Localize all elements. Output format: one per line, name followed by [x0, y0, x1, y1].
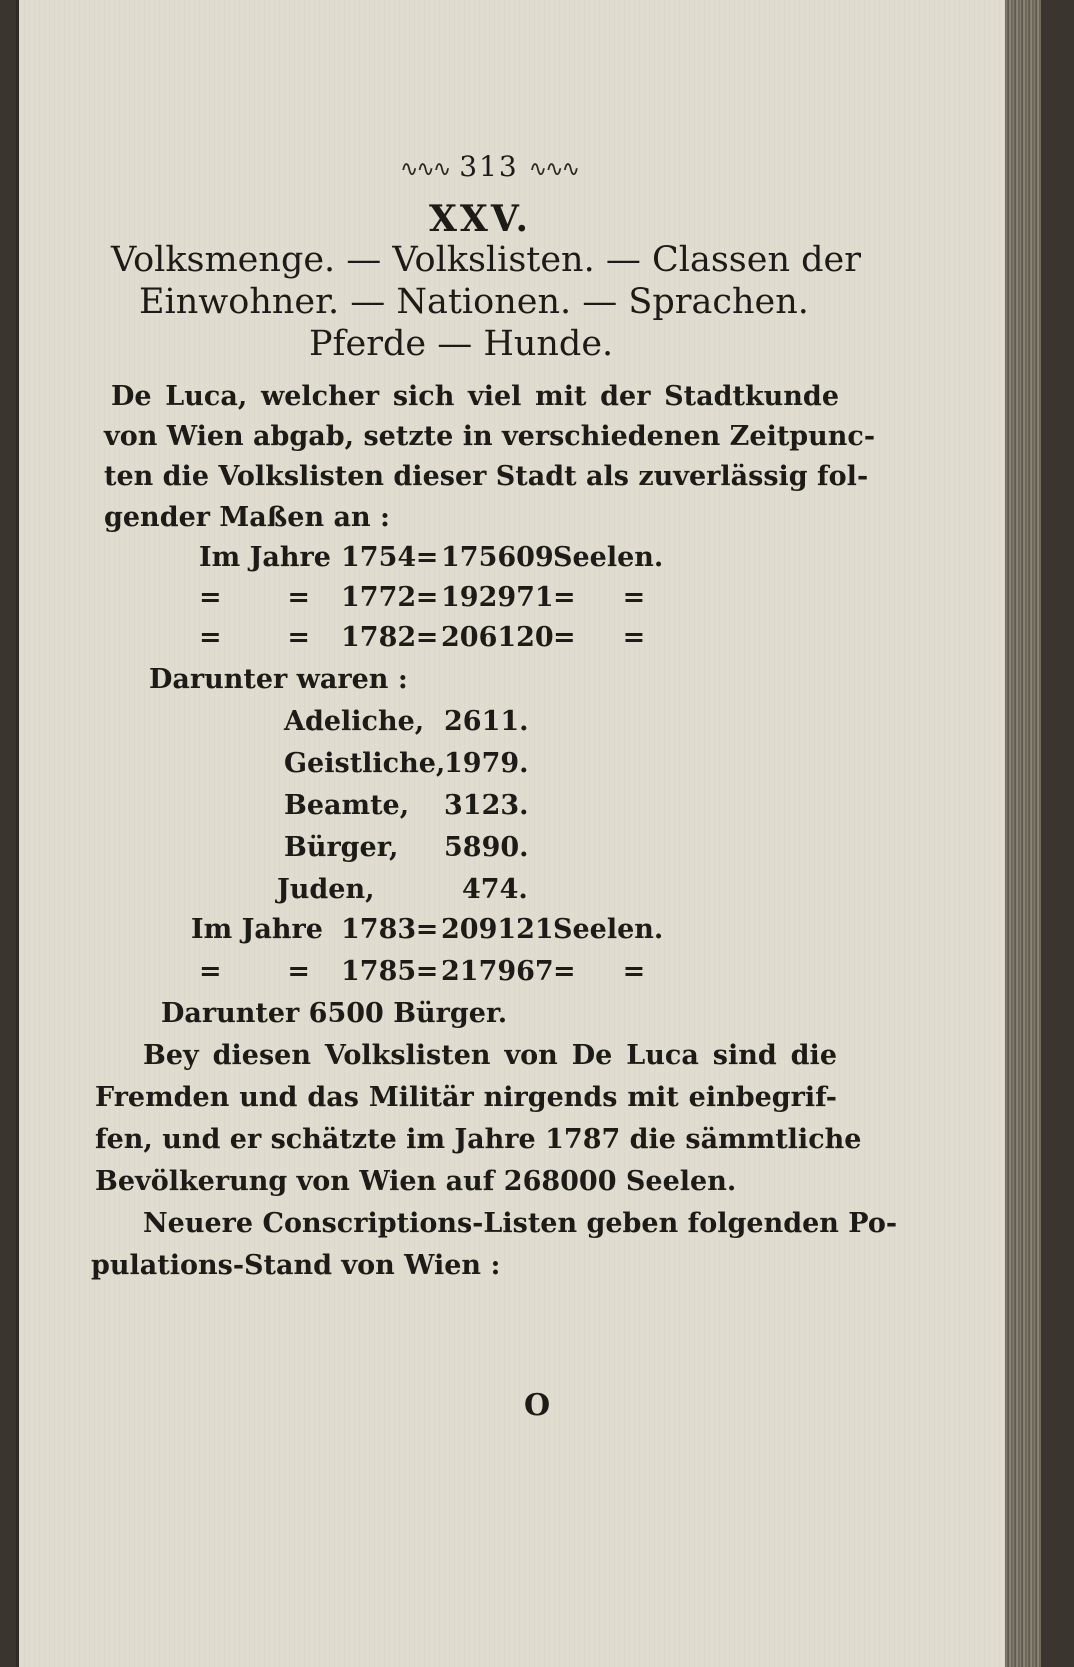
row-label-text: = =	[199, 622, 311, 653]
row-count: 209121	[441, 914, 554, 945]
heading-line-3: Pferde — Hunde.	[309, 324, 614, 364]
class-name: Geistliche,	[284, 748, 446, 779]
book-page	[16, 0, 1041, 1667]
population-row	[199, 622, 663, 653]
row-label	[199, 956, 341, 987]
page-stack-edge	[1005, 0, 1041, 1667]
signature-mark: O	[524, 1388, 551, 1423]
class-row	[284, 790, 529, 821]
row-unit: Seelen.	[553, 914, 664, 945]
class-row	[284, 706, 529, 737]
population-row	[191, 914, 663, 945]
row-unit: = =	[553, 582, 646, 613]
row-ditto: =	[415, 914, 439, 945]
row-label-text: = =	[199, 956, 311, 987]
intro-line-3: ten die Volkslisten dieser Stadt als zuverlässig fol-	[104, 461, 869, 492]
row-year: 1754	[341, 542, 417, 573]
row-count: 192971	[441, 582, 554, 613]
population-row	[199, 956, 663, 987]
row-label	[199, 582, 341, 613]
para3-line-1: Neuere Conscriptions-Listen geben folgenden Po-	[143, 1208, 898, 1239]
class-count: 3123.	[444, 790, 529, 821]
heading-line-1: Volksmenge. — Volkslisten. — Classen der	[111, 240, 861, 280]
row-count: 206120	[441, 622, 554, 653]
row-unit: Seelen.	[553, 542, 664, 573]
row-label: Im Jahre	[191, 914, 323, 945]
para2-line-4: Bevölkerung von Wien auf 268000 Seelen.	[95, 1166, 737, 1197]
intro-line-4: gender Maßen an :	[104, 502, 390, 533]
population-row	[199, 542, 663, 573]
row-unit: = =	[553, 956, 646, 987]
row-ditto: =	[415, 542, 439, 573]
page-number: 313	[459, 150, 519, 183]
among-label: Darunter waren :	[149, 664, 408, 695]
class-count: 2611.	[444, 706, 529, 737]
row-label: Im Jahre	[199, 542, 331, 573]
row-ditto: =	[415, 582, 439, 613]
row-count: 217967	[441, 956, 554, 987]
para3-line-2: pulations-Stand von Wien :	[91, 1250, 501, 1281]
left-ornament-icon: ∿∿∿	[399, 157, 450, 182]
row-label-text: = =	[199, 582, 311, 613]
row-count: 175609	[441, 542, 554, 573]
row-year: 1783	[341, 914, 417, 945]
class-name: Adeliche,	[284, 706, 425, 737]
page-number-line	[324, 150, 654, 183]
row-unit: = =	[553, 622, 646, 653]
class-count: 1979.	[444, 748, 529, 779]
row-year: 1785	[341, 956, 417, 987]
row-year: 1772	[341, 582, 417, 613]
para2-line-3: fen, und er schätzte im Jahre 1787 die sämmtliche	[95, 1124, 862, 1155]
intro-line-1: De Luca, welcher sich viel mit der Stadtkunde	[111, 381, 839, 412]
row-ditto: =	[415, 622, 439, 653]
row-ditto: =	[415, 956, 439, 987]
intro-line-2: von Wien abgab, setzte in verschiedenen Zeitpunc-	[104, 421, 876, 452]
chapter-number-text: XXV.	[428, 198, 532, 240]
chapter-number	[19, 198, 1041, 240]
para2-line-1: Bey diesen Volkslisten von De Luca sind die	[143, 1040, 837, 1071]
population-row	[199, 582, 663, 613]
class-row	[277, 874, 528, 905]
class-name: Bürger,	[284, 832, 399, 863]
class-name: Juden,	[277, 874, 375, 905]
heading-line-2: Einwohner. — Nationen. — Sprachen.	[139, 282, 809, 322]
class-name: Beamte,	[284, 790, 410, 821]
row-label	[199, 622, 341, 653]
right-ornament-icon: ∿∿∿	[528, 157, 579, 182]
para2-line-2: Fremden und das Militär nirgends mit einbegrif-	[95, 1082, 837, 1113]
row-year: 1782	[341, 622, 417, 653]
class-row	[284, 748, 529, 779]
burgher-note: Darunter 6500 Bürger.	[161, 998, 508, 1029]
class-count: 474.	[462, 874, 528, 905]
class-row	[284, 832, 529, 863]
class-count: 5890.	[444, 832, 529, 863]
